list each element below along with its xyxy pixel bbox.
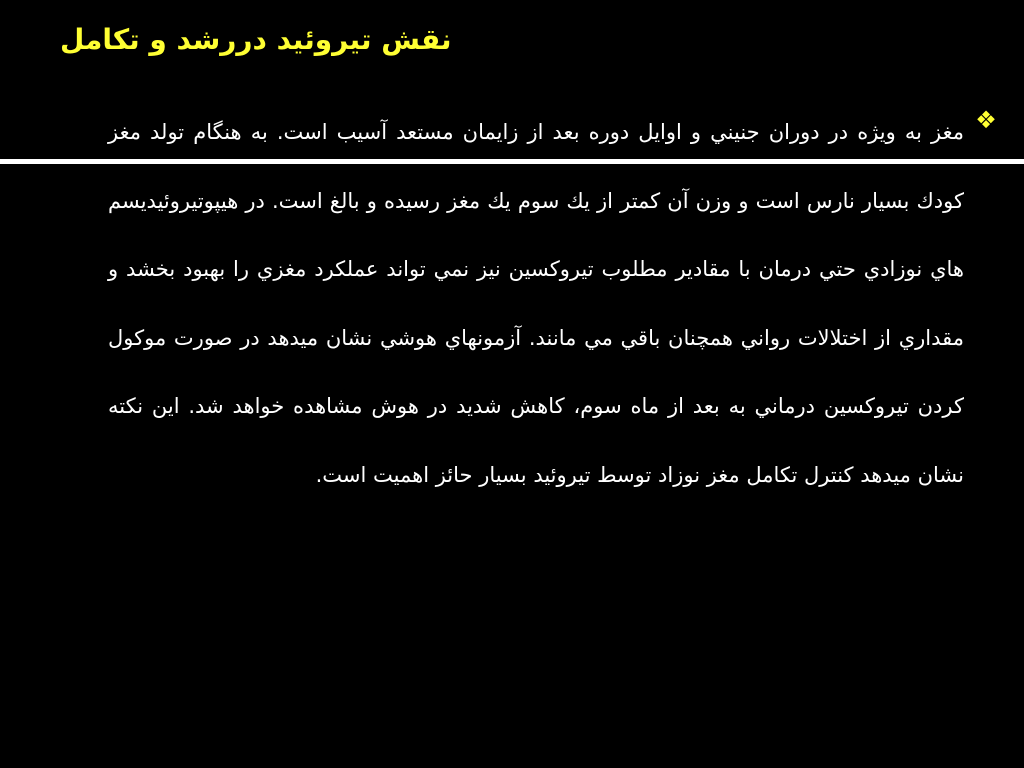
slide-title: نقش تيروئيد دررشد و تكامل	[60, 23, 452, 56]
diamond-bullet-icon: ❖	[975, 106, 997, 134]
bullet-paragraph: مغز به ويژه در دوران جنيني و اوايل دوره بعد از زايمان مستعد آسيب است. به هنگام تولد مغز كودك بسيار نارس است و وزن آن كمتر از يك سوم يك مغز رسيده و بالغ است. در هيپوتيروئيديسم هاي نوزادي حتي درمان با مقادير مطلوب تيروكسين نيز نمي تواند عملكرد مغزي را بهبود بخشد و مقداري از اختلالات رواني همچنان باقي مي مانند. آزمونهاي هوشي نشان ميدهد در صورت موكول كردن تيروكسين درماني به بعد از ماه سوم، كاهش شديد در هوش مشاهده خواهد شد. اين نكته نشان ميدهد كنترل تكامل مغز نوزاد توسط تيروئيد بسيار حائز اهميت است.	[108, 120, 964, 487]
